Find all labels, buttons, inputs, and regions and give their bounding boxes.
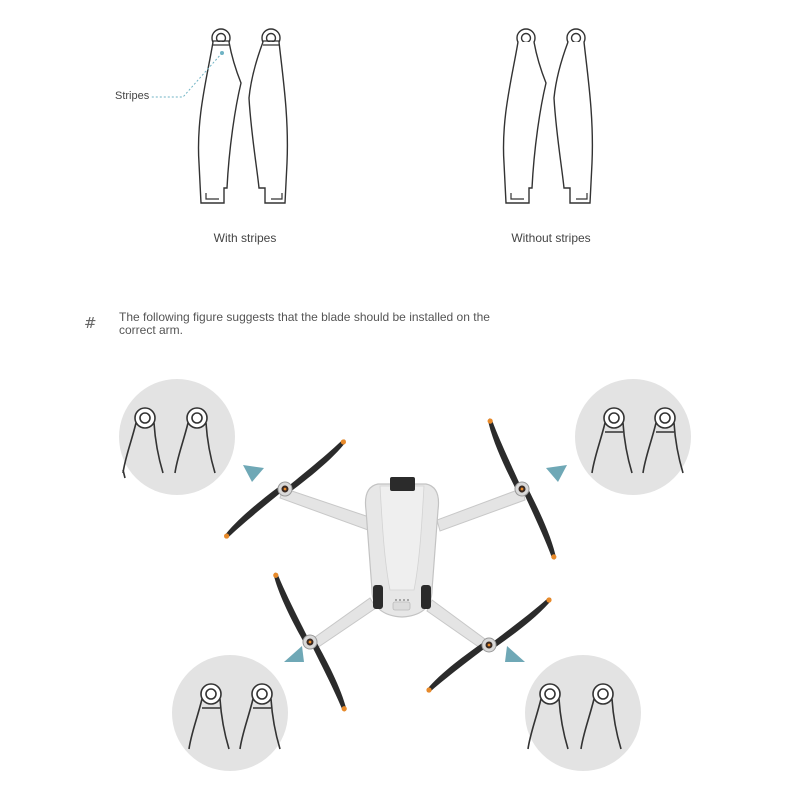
detail-circle-top-right	[575, 379, 691, 495]
drone	[280, 477, 525, 650]
arrow-bottom-left-icon	[284, 646, 304, 662]
note-mark-icon: #	[84, 314, 97, 332]
arrow-top-right-icon	[546, 465, 567, 482]
stripes-callout-label: Stripes	[115, 90, 150, 102]
propeller-front-left	[221, 439, 349, 539]
without-stripes-caption: Without stripes	[511, 231, 591, 245]
detail-circle-bottom-right	[525, 655, 641, 771]
arrow-bottom-right-icon	[505, 646, 525, 662]
detail-circle-top-left	[119, 379, 235, 495]
installation-note: The following figure suggests that the blade should be installed on the correct arm.	[119, 310, 490, 337]
detail-circle-bottom-left	[172, 655, 288, 771]
without-stripes-blades	[503, 29, 592, 203]
with-stripes-blades	[198, 29, 287, 203]
with-stripes-caption: With stripes	[213, 231, 277, 245]
arrow-top-left-icon	[243, 465, 264, 482]
